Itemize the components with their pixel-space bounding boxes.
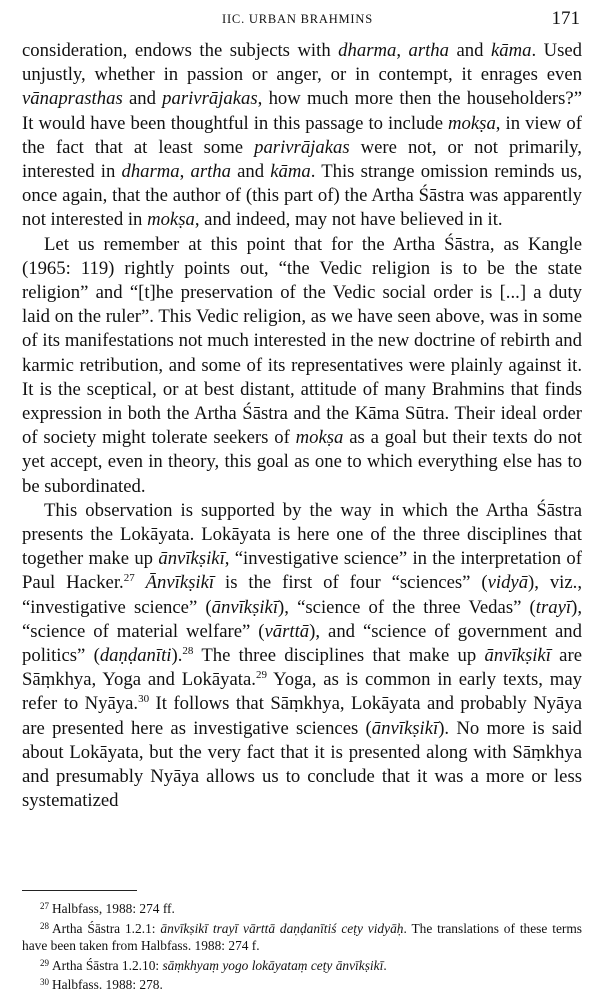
- footnote-divider: [22, 890, 137, 891]
- text-run: . The translations of these terms have been taken from Halbfass. 1988: 274 f.: [22, 920, 582, 953]
- text-run: Halbfass, 1988: 274 ff.: [52, 901, 175, 916]
- text-run: were not, or not primarily, interested in: [22, 136, 582, 183]
- footnotes: [22, 898, 582, 994]
- italic-term: ānvīkṣikī trayī vārttā daṇḍanītiś ceṭy vidyāḥ: [160, 920, 404, 936]
- paragraph: [22, 233, 582, 499]
- italic-term: vānaprasthas: [22, 88, 123, 110]
- footnote-ref: 29: [255, 669, 267, 682]
- text-run: as a goal but their texts do not yet accept, even in theory, this goal as one to which everything else has to be subordinated.: [22, 427, 582, 497]
- text-run: Artha Śāstra 1.2.1:: [52, 920, 161, 936]
- italic-term: artha: [190, 161, 231, 183]
- text-run: Let us remember at this point that for the Artha Śāstra, as Kangle (1965: 119) rightly points out, “the Vedic religion is to be the state religion” and “[t]he preservation of the Vedic social order is [...] a duty laid on the ruler”. This Vedic religion, as we have seen above, was in some of its manifestations not much interested in the new doctrine of rebirth and karmic retribution, and some of its representatives were plainly against it. It is the sceptical, or at best distant, attitude of many Brahmins that finds expression in both the Artha Śāstra and the Kāma Sūtra. Their ideal order of society might tolerate seekers of: [22, 233, 582, 449]
- italic-term: sāṃkhyaṃ yogo lokāyataṃ ceṭy ānvīkṣikī: [162, 957, 384, 973]
- text-run: ,: [396, 40, 409, 61]
- text-run: ).: [171, 645, 183, 667]
- text-run: and: [230, 161, 271, 183]
- page-header: [22, 8, 580, 34]
- footnote: [22, 898, 582, 918]
- footnote: [22, 955, 582, 975]
- italic-term: ānvīkṣikī: [211, 596, 279, 618]
- italic-term: parivrājakas: [162, 88, 258, 110]
- text-run: , and indeed, may not have believed in it.: [194, 209, 503, 231]
- footnote-number: 27: [40, 901, 49, 911]
- footnote-ref: 30: [138, 693, 150, 706]
- italic-term: mokṣa: [295, 427, 344, 449]
- italic-term: parivrājakas: [254, 136, 350, 158]
- text-run: is the first of four “sciences” (: [214, 572, 488, 594]
- text-run: ,: [179, 161, 191, 183]
- text-run: are Sāṃkhya, Yoga and Lokāyata.: [22, 645, 582, 691]
- text-run: The three disciplines that make up: [193, 645, 485, 667]
- text-run: ). No more is said about Lokāyata, but the very fact that it is presented along with Sāṃkhya and presumably Nyāya allows us to conclude that it was a more or less systematized: [22, 717, 583, 812]
- main-text: [22, 39, 582, 814]
- footnote-ref: 27: [123, 572, 135, 585]
- running-title: IIC. URBAN BRAHMINS: [222, 12, 373, 26]
- footnote-number: 29: [40, 957, 49, 968]
- italic-term: dharma: [121, 161, 180, 183]
- footnote-number: 28: [40, 920, 49, 931]
- italic-term: daṇḍanīti: [99, 645, 172, 667]
- text-run: [135, 572, 146, 593]
- paragraph: [22, 499, 582, 814]
- italic-term: Ānvīkṣikī: [145, 572, 215, 594]
- text-run: ), “science of the three Vedas” (: [278, 596, 536, 618]
- italic-term: ānvīkṣikī: [484, 645, 551, 667]
- text-run: . This strange omission reminds us, once again, that the author of (this part of) the Artha Śāstra was apparently not interested in: [22, 161, 583, 231]
- italic-term: kāma: [270, 161, 311, 183]
- text-run: consideration, endows the subjects with: [22, 40, 339, 61]
- footnote: [22, 974, 582, 994]
- text-run: It follows that Sāṃkhya, Lokāyata and probably Nyāya are presented here as investigative sciences (: [22, 693, 582, 739]
- italic-term: vidyā: [487, 572, 529, 594]
- text-run: Halbfass. 1988: 278.: [52, 977, 163, 992]
- text-run: and: [448, 40, 491, 61]
- text-run: . Used unjustly, whether in passion or anger, or in contempt, it enrages even: [22, 40, 583, 86]
- text-run: and: [122, 88, 163, 110]
- italic-term: trayī: [535, 596, 572, 618]
- footnote-ref: 28: [182, 644, 194, 657]
- text-run: This observation is supported by the way in which the Artha Śāstra presents the Lokāyata. Lokāyata is here one of the three disciplines that together make up: [22, 499, 582, 570]
- italic-term: artha: [408, 40, 449, 61]
- text-run: , “investigative science” in the interpretation of Paul Hacker.: [22, 548, 582, 594]
- text-run: ), “science of material welfare” (: [22, 596, 582, 642]
- paragraph: [22, 39, 582, 233]
- page-number: 171: [551, 8, 580, 29]
- text-run: .: [383, 957, 387, 973]
- italic-term: ānvīkṣikī: [158, 548, 225, 570]
- text-run: Yoga, as is common in early texts, may refer to Nyāya.: [22, 669, 582, 715]
- text-run: , how much more then the householders?” It would have been thoughtful in this passage to include: [22, 88, 582, 134]
- italic-term: mokṣa: [448, 112, 496, 134]
- italic-term: vārttā: [264, 620, 310, 642]
- text-run: ), viz., “investigative science” (: [22, 572, 583, 618]
- italic-term: kāma: [490, 40, 532, 61]
- footnote: [22, 918, 582, 955]
- footnote-number: 30: [40, 977, 49, 987]
- italic-term: mokṣa: [147, 209, 195, 231]
- italic-term: ānvīkṣikī: [371, 717, 439, 739]
- italic-term: dharma: [338, 40, 397, 61]
- text-run: ), and “science of government and politics” (: [22, 620, 582, 667]
- text-run: , in view of the fact that at least some: [22, 112, 582, 158]
- text-run: Artha Śāstra 1.2.10:: [52, 957, 163, 973]
